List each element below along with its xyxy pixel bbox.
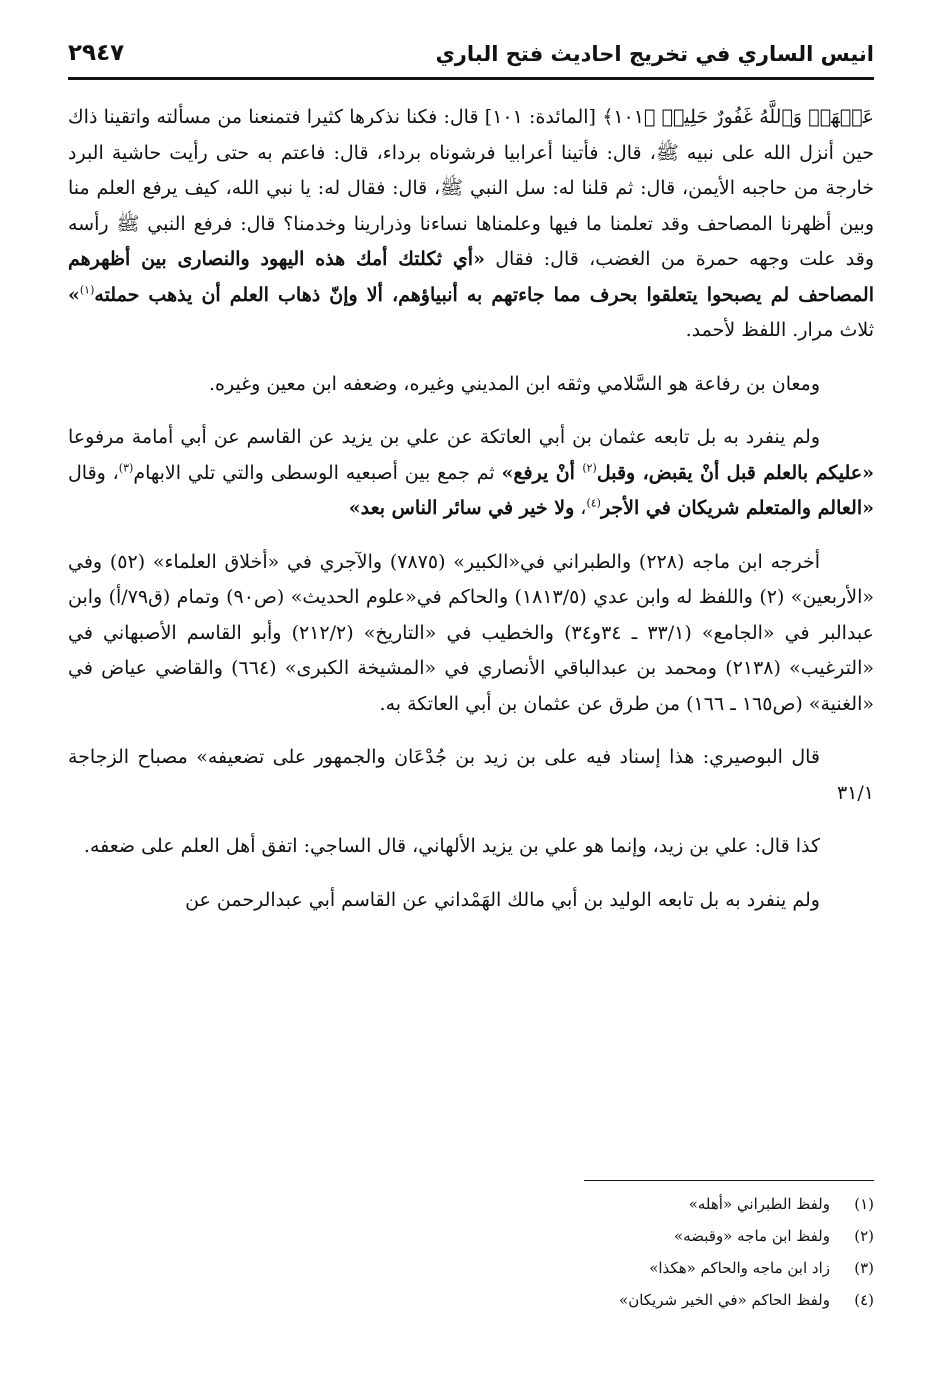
narrator-text: ومعان بن رفاعة هو السَّلامي وثقه ابن المديني وغيره، وضعفه ابن معين وغيره. — [208, 372, 820, 395]
paragraph-correction — [68, 829, 874, 865]
hadith-bold-text: ولا خير في سائر الناس بعد» — [348, 497, 575, 519]
footnote-item — [400, 1188, 874, 1220]
footnote-ref-1: (١) — [79, 283, 95, 297]
footnote-item — [400, 1252, 874, 1284]
footnote-ref-4: (٤) — [586, 496, 601, 510]
footnote-rule — [584, 1180, 874, 1181]
paragraph-mutabaah — [68, 420, 874, 527]
footnote-number: (٤) — [854, 1291, 874, 1309]
footnote-text: ولفظ الحاكم «في الخير شريكان» — [619, 1291, 830, 1309]
quran-verse: عَنۡهَاۗ وَٱللَّهُ غَفُورٌ حَلِيمٞ ﴿١٠١﴾ — [602, 106, 874, 128]
hadith-bold-text: «أي ثكلتك أمك هذه اليهود والنصارى بين أظهرهم المصاحف لم يصبحوا يتعلقوا بحرف مما جاءتهم به أنبياؤهم، ألا وإنّ ذهاب العلم أن يذهب حملته — [68, 248, 874, 306]
hadith-bold-text: «العالم والمتعلم شريكان في الأجر — [600, 497, 874, 519]
page-number: ٢٩٤٧ — [68, 40, 125, 66]
footnotes — [400, 1188, 874, 1316]
footnote-number: (٢) — [854, 1227, 874, 1245]
text-segment: ، — [574, 497, 587, 519]
footnote-text: ولفظ الطبراني «أهله» — [688, 1195, 830, 1213]
book-title: انيس الساري في تخريج احاديث فتح الباري — [435, 42, 874, 66]
paragraph-hadith — [68, 100, 874, 349]
text-segment: ثم جمع بين أصبعيه الوسطى والتي تلي الابهام — [133, 461, 502, 484]
footnote-number: (١) — [854, 1195, 874, 1213]
continuation-text: ولم ينفرد به بل تابعه الوليد بن أبي مالك الهَمْداني عن القاسم أبي عبدالرحمن عن — [185, 888, 820, 911]
correction-text: كذا قال: علي بن زيد، وإنما هو علي بن يزيد الألهاني، قال الساجي: اتفق أهل العلم على ضعفه. — [83, 835, 820, 857]
main-text — [68, 100, 874, 936]
paragraph-continuation — [68, 883, 874, 919]
text-segment: ، وقال — [68, 461, 119, 484]
footnote-item — [400, 1284, 874, 1316]
running-header — [68, 38, 874, 76]
footnote-ref-2: (٢) — [582, 461, 597, 475]
paragraph-narrator — [68, 367, 874, 403]
footnote-ref-3: (٣) — [118, 461, 134, 475]
paragraph-takhrij — [68, 545, 874, 723]
hadith-bold-text: أنْ يرفع» — [501, 461, 583, 484]
footnote-text: ولفظ ابن ماجه «وقبضه» — [674, 1227, 830, 1245]
footnote-text: زاد ابن ماجه والحاكم «هكذا» — [649, 1259, 830, 1277]
text-segment: ولم ينفرد به بل تابعه عثمان بن أبي العاتكة عن علي بن يزيد عن القاسم عن أبي أمامة مرفوعا — [68, 426, 820, 448]
text-segment: ثلاث مرار. اللفظ لأحمد. — [685, 319, 874, 341]
hadith-bold-text: «عليكم بالعلم قبل أنْ يقبض، وقبل — [596, 461, 874, 484]
footnote-item — [400, 1220, 874, 1252]
footnote-number: (٣) — [854, 1259, 874, 1277]
paragraph-busiri — [68, 740, 874, 811]
hadith-bold-close: » — [68, 283, 80, 306]
takhrij-text: أخرجه ابن ماجه (٢٢٨) والطبراني في«الكبير» (٧٨٧٥) والآجري في «أخلاق العلماء» (٥٢) وفي «الأربعين» (٢) واللفظ له وابن عدي (١٨١٣/٥) والحاكم في«علوم الحديث» (ص٩٠) وتمام (ق٧٩/أ) وابن عبدالبر في «الجامع» (٣٣/١ ـ ٣٤و٣٤) والخطيب في «التاريخ» (٢١٢/٢) وأبو القاسم الأصبهاني في «الترغيب» (٢١٣٨) ومحمد بن عبدالباقي الأنصاري في «المشيخة الكبرى» (٦٦٤) والقاضي عياض في «الغنية» (ص١٦٥ ـ ١٦٦) من طرق عن عثمان بن أبي العاتكة به. — [68, 550, 874, 715]
header-rule — [68, 77, 874, 80]
text-segment: [المائدة: ١٠١] قال: فكنا نذكرها كثيرا فتمنعنا من مسألته واتقينا ذاك حين أنزل الله على نبيه ﷺ، قال: فأتينا أعرابيا فرشوناه برداء، قال: فاعتم به حتى رأيت حاشية البرد خارجة من حاجبه الأيمن، قال: ثم قلنا له: سل النبي ﷺ، قال: فقال له: يا نبي الله، كيف يرفع العلم منا وبين أظهرنا المصاحف وقد تعلمنا ما فيها وعلمناها نساءنا وذرارينا وخدمنا؟ قال: فرفع النبي ﷺ رأسه وقد علت وجهه حمرة من الغضب، قال: فقال — [68, 106, 874, 270]
busiri-text: قال البوصيري: هذا إسناد فيه على بن زيد بن جُدْعَان والجمهور على تضعيفه» مصباح الزجاجة ٣١/١ — [68, 746, 874, 804]
